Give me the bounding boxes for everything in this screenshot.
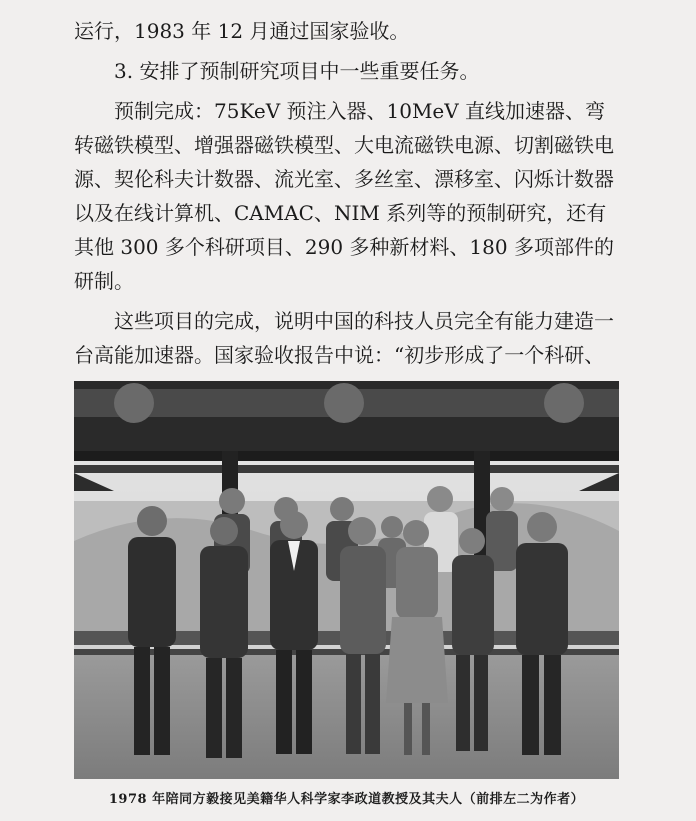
body-text (74, 14, 622, 372)
photo-caption: 1978 年陪同方毅接见美籍华人科学家李政道教授及其夫人（前排左二为作者） (108, 792, 585, 807)
group-photo (74, 381, 619, 779)
paragraph-4: 这些项目的完成，说明中国的科技人员完全有能力建造一台高能加速器。国家验收报告中说：“初步形成了一个科研、 (74, 309, 614, 367)
paragraph-3: 预制完成：75KeV 预注入器、10MeV 直线加速器、弯转磁铁模型、增强器磁铁模型、大电流磁铁电源、切割磁铁电源、契伦科夫计数器、流光室、多丝室、漂移室、闪烁计数器以及在线计算机、CAMAC、NIM 系列等的预制研究，还有其他 300 多个科研项目、290 多种新材料、180 多项部件的研制。 (74, 99, 614, 293)
paragraph-1: 运行，1983 年 12 月通过国家验收。 (74, 19, 410, 43)
paragraph-2: 3. 安排了预制研究项目中一些重要任务。 (114, 59, 480, 83)
